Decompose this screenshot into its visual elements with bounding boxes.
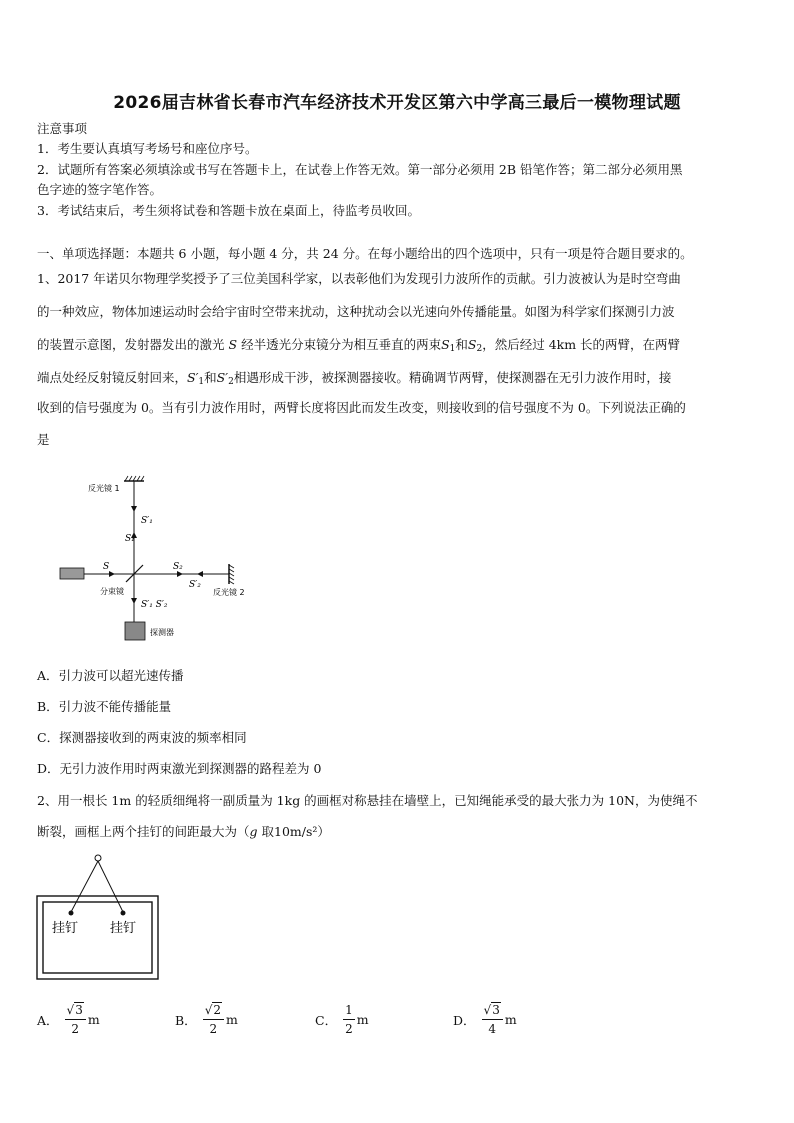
option-letter: B． (175, 1012, 197, 1028)
notice-item: 色字迹的签字笔作答。 (37, 182, 163, 197)
fraction-numerator: √3 (65, 1002, 86, 1020)
q1-option-a: A．引力波可以超光速传播 (37, 668, 184, 683)
nail-left (69, 911, 74, 916)
notice-item: 3．考试结束后，考生须将试卷和答题卡放在桌面上，待监考员收回。 (37, 203, 420, 218)
q1-text-seg: 和 (455, 337, 468, 352)
q2-option-c (315, 1002, 369, 1037)
q1-line: 1、2017 年诺贝尔物理学奖授予了三位美国科学家，以表彰他们为发现引力波所作的贡献。引力波被认为是时空弯曲 (37, 271, 681, 286)
q2-line (37, 822, 757, 840)
radicand: 3 (492, 1003, 500, 1017)
mirror1-label: 反光镜 1 (88, 484, 120, 493)
symbol-g: g (249, 824, 258, 839)
q1-option-c: C．探测器接收到的两束波的频率相同 (37, 730, 247, 745)
nail-left-label: 挂钉 (52, 921, 79, 936)
fraction (482, 1002, 503, 1037)
radicand: 3 (75, 1003, 83, 1017)
q2-option-b (175, 1002, 238, 1037)
symbol-sub: 1 (449, 344, 456, 354)
unit: m (225, 1012, 238, 1027)
q1-line (37, 335, 757, 354)
label-s1: S₁ (125, 534, 135, 544)
q1-line: 的一种效应，物体加速运动时会给宇宙时空带来扰动，这种扰动会以光速向外传播能量。如图为科学家们探测引力波 (37, 304, 675, 319)
notice-heading: 注意事项 (37, 121, 88, 136)
notice-item: 1．考生要认真填写考场号和座位序号。 (37, 141, 258, 156)
symbol-sub: 1 (198, 377, 205, 387)
picture-frame-figure (36, 852, 161, 982)
fraction-numerator: 1 (343, 1002, 355, 1020)
fraction-denominator: 2 (71, 1022, 79, 1036)
unit: m (356, 1012, 369, 1027)
q2-option-a (37, 1002, 100, 1037)
nail-right (121, 911, 126, 916)
q1-text-seg: 经半透光分束镜分为相互垂直的两束 (241, 337, 442, 352)
label-s: S (103, 562, 110, 572)
frame-outer (37, 896, 158, 979)
q1-text-seg: 的装置示意图，发射器发出的激光 (37, 337, 225, 352)
fraction-denominator: 2 (345, 1022, 353, 1036)
symbol-s1p: S′ (187, 370, 199, 385)
label-s2p: S′₂ (189, 580, 201, 590)
label-s1p-s2p: S′₁ S′₂ (141, 600, 168, 610)
option-letter: A． (37, 1012, 59, 1028)
q2-text-seg: 取10m/s²） (257, 824, 330, 839)
unit: m (504, 1012, 517, 1027)
section-heading: 一、单项选择题：本题共 6 小题，每小题 4 分，共 24 分。在每小题给出的四个选项中，只有一项是符合题目要求的。 (37, 246, 693, 261)
q1-text-seg: 和 (204, 370, 217, 385)
q1-line (37, 368, 757, 387)
q1-option-b: B．引力波不能传播能量 (37, 699, 172, 714)
q1-line: 收到的信号强度为 0。当有引力波作用时，两臂长度将因此而发生改变，则接收到的信号强度不为 0。下列说法正确的 (37, 400, 686, 415)
option-letter: D． (453, 1012, 476, 1028)
symbol-s: S (228, 337, 238, 352)
splitter-label: 分束镜 (100, 587, 124, 596)
symbol-s1: S (441, 337, 450, 352)
mirror2-label: 反光镜 2 (213, 588, 245, 597)
detector-box (125, 622, 145, 640)
interferometer-figure (55, 474, 275, 644)
option-letter: C． (315, 1012, 338, 1028)
symbol-sub: 2 (476, 344, 483, 354)
symbol-s2: S (467, 337, 477, 352)
laser-source (60, 568, 84, 579)
q1-text-seg: ，然后经过 4km 长的两臂，在两臂 (482, 337, 681, 352)
q2-line: 2、用一根长 1m 的轻质细绳将一副质量为 1kg 的画框对称悬挂在墙壁上，已知绳能承受的最大张力为 10N，为使绳不 (37, 793, 698, 808)
q1-line: 是 (37, 432, 50, 447)
label-s2: S₂ (173, 562, 183, 572)
page-title: 2026届吉林省长春市汽车经济技术开发区第六中学高三最后一模物理试题 (113, 93, 681, 113)
fraction-numerator: √2 (203, 1002, 224, 1020)
radicand: 2 (213, 1003, 221, 1017)
detector-label: 探测器 (150, 628, 174, 637)
label-s1p: S′₁ (141, 516, 153, 526)
symbol-sub: 2 (228, 377, 234, 387)
fraction-numerator: √3 (482, 1002, 503, 1020)
fraction (343, 1002, 355, 1037)
q1-text-seg: 相遇形成干涉，被探测器接收。精确调节两臂，使探测器在无引力波作用时，接 (233, 370, 672, 385)
symbol-s2p: S′ (216, 370, 229, 385)
fraction (65, 1002, 86, 1037)
frame-inner (43, 902, 152, 973)
fraction-denominator: 4 (488, 1022, 496, 1036)
nail-right-label: 挂钉 (110, 921, 137, 936)
q2-option-d (453, 1002, 517, 1037)
fraction (203, 1002, 224, 1037)
q1-text-seg: 端点处经反射镜反射回来， (37, 370, 188, 385)
q1-option-d: D．无引力波作用时两束激光到探测器的路程差为 0 (37, 761, 322, 776)
fraction-denominator: 2 (209, 1022, 218, 1036)
q2-text-seg: 断裂，画框上两个挂钉的间距最大为（ (37, 824, 250, 839)
unit: m (87, 1012, 100, 1027)
notice-item: 2．试题所有答案必须填涂或书写在答题卡上，在试卷上作答无效。第一部分必须用 2B 铅笔作答；第二部分必须用黑 (37, 162, 683, 177)
